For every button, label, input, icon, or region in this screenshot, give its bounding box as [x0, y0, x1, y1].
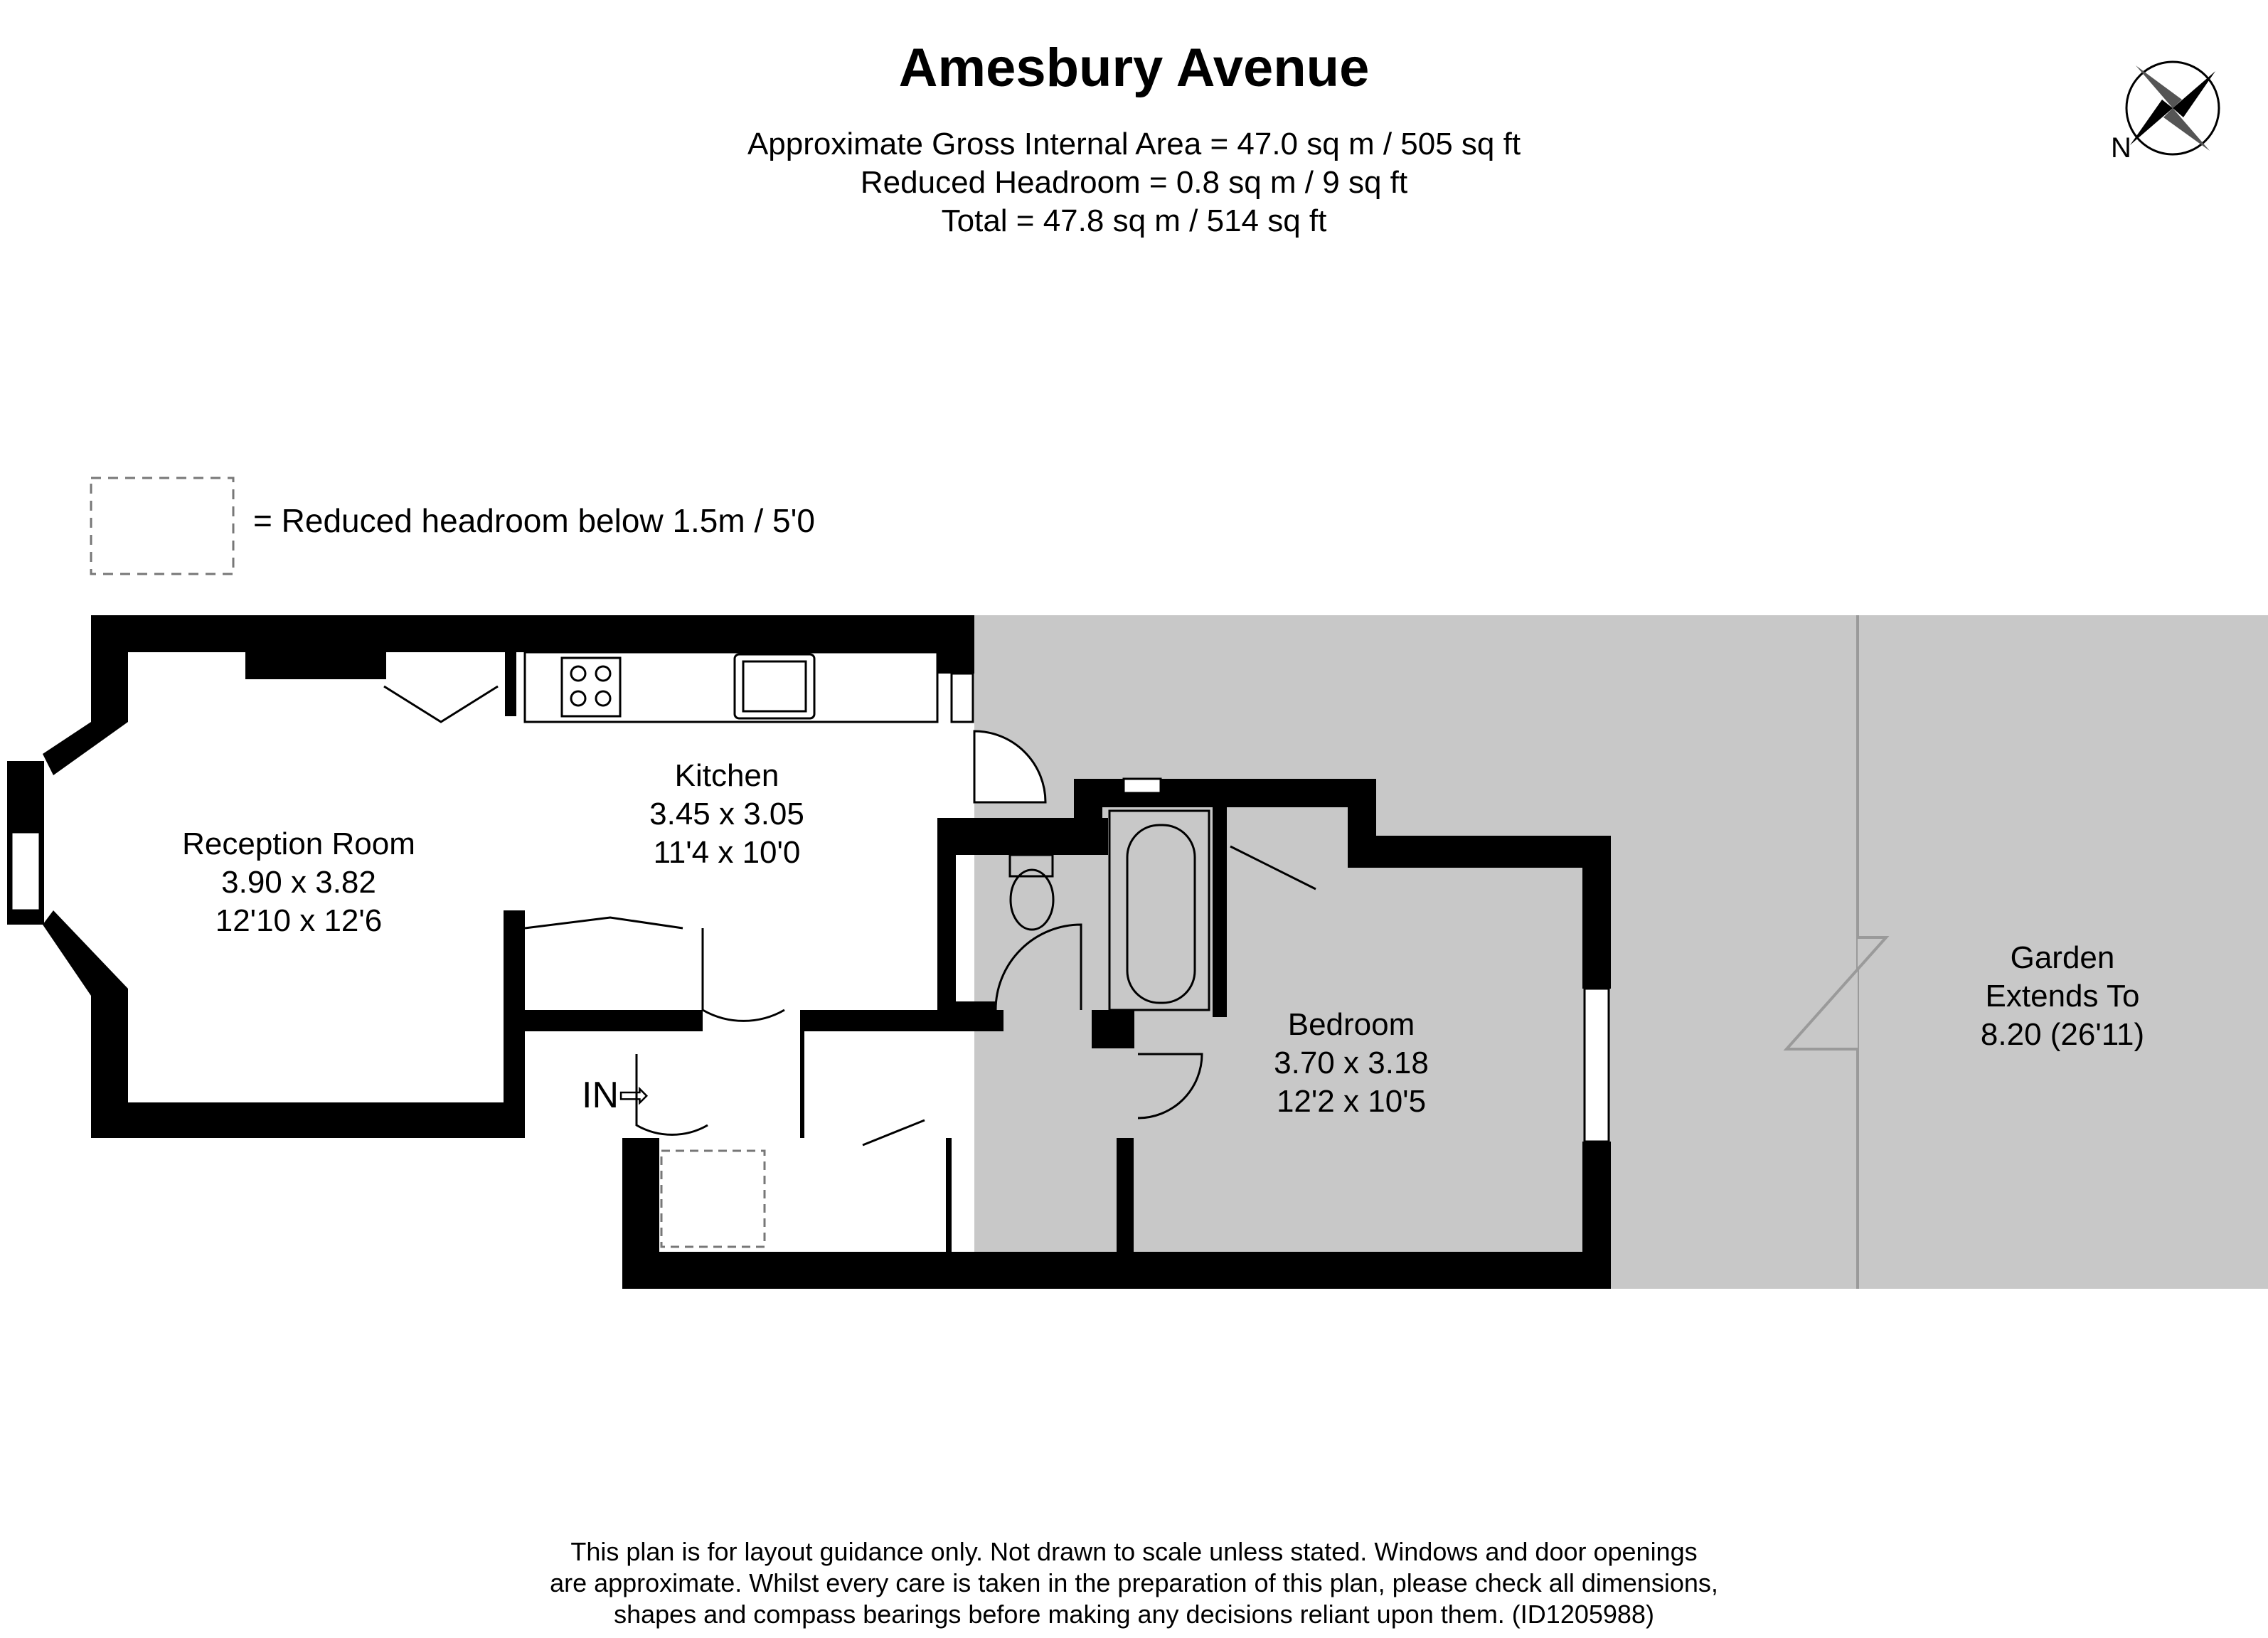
- legend-label: = Reduced headroom below 1.5m / 5'0: [253, 502, 815, 539]
- north-label: N: [2111, 132, 2131, 164]
- room-name: Garden: [2010, 940, 2115, 975]
- disclaimer-line: are approximate. Whilst every care is taken in the preparation of this plan, please check all dimensions,: [550, 1568, 1718, 1597]
- room-metric: 3.45 x 3.05: [649, 797, 804, 831]
- page-title: Amesbury Avenue: [898, 38, 1370, 98]
- garden-line2: Extends To: [1985, 979, 2140, 1014]
- disclaimer: [0, 1536, 2268, 1630]
- reduced-area: Reduced Headroom = 0.8 sq m / 9 sq ft: [860, 165, 1408, 200]
- room-metric: 3.90 x 3.82: [221, 865, 376, 900]
- room-metric: 3.70 x 3.18: [1274, 1046, 1429, 1080]
- bedroom-label: [1274, 1006, 1429, 1121]
- disclaimer-line: This plan is for layout guidance only. Not drawn to scale unless stated. Windows and door openings: [570, 1537, 1698, 1566]
- total-area: Total = 47.8 sq m / 514 sq ft: [941, 203, 1327, 238]
- room-name: Kitchen: [674, 758, 779, 793]
- entrance-arrow-icon: ⇨: [619, 1075, 650, 1116]
- room-name: Bedroom: [1287, 1007, 1415, 1042]
- garden-dimension: 8.20 (26'11): [1980, 1017, 2145, 1052]
- entrance-label: [582, 1074, 650, 1117]
- room-name: Reception Room: [182, 826, 415, 861]
- reception-room-label: [182, 825, 415, 940]
- kitchen-counter: [525, 652, 937, 722]
- reduced-headroom-area: [661, 1151, 765, 1247]
- garden-label: [1981, 939, 2144, 1054]
- gross-area: Approximate Gross Internal Area = 47.0 sq m / 505 sq ft: [747, 127, 1521, 161]
- legend-dashed-box: [91, 478, 233, 574]
- room-imperial: 11'4 x 10'0: [653, 835, 801, 870]
- area-summary: [0, 125, 2268, 240]
- entrance-text: IN: [582, 1075, 619, 1116]
- kitchen-label: [649, 757, 804, 872]
- room-imperial: 12'2 x 10'5: [1276, 1084, 1427, 1119]
- disclaimer-line: shapes and compass bearings before making any decisions reliant upon them. (ID1205988): [614, 1600, 1654, 1629]
- room-imperial: 12'10 x 12'6: [215, 903, 383, 938]
